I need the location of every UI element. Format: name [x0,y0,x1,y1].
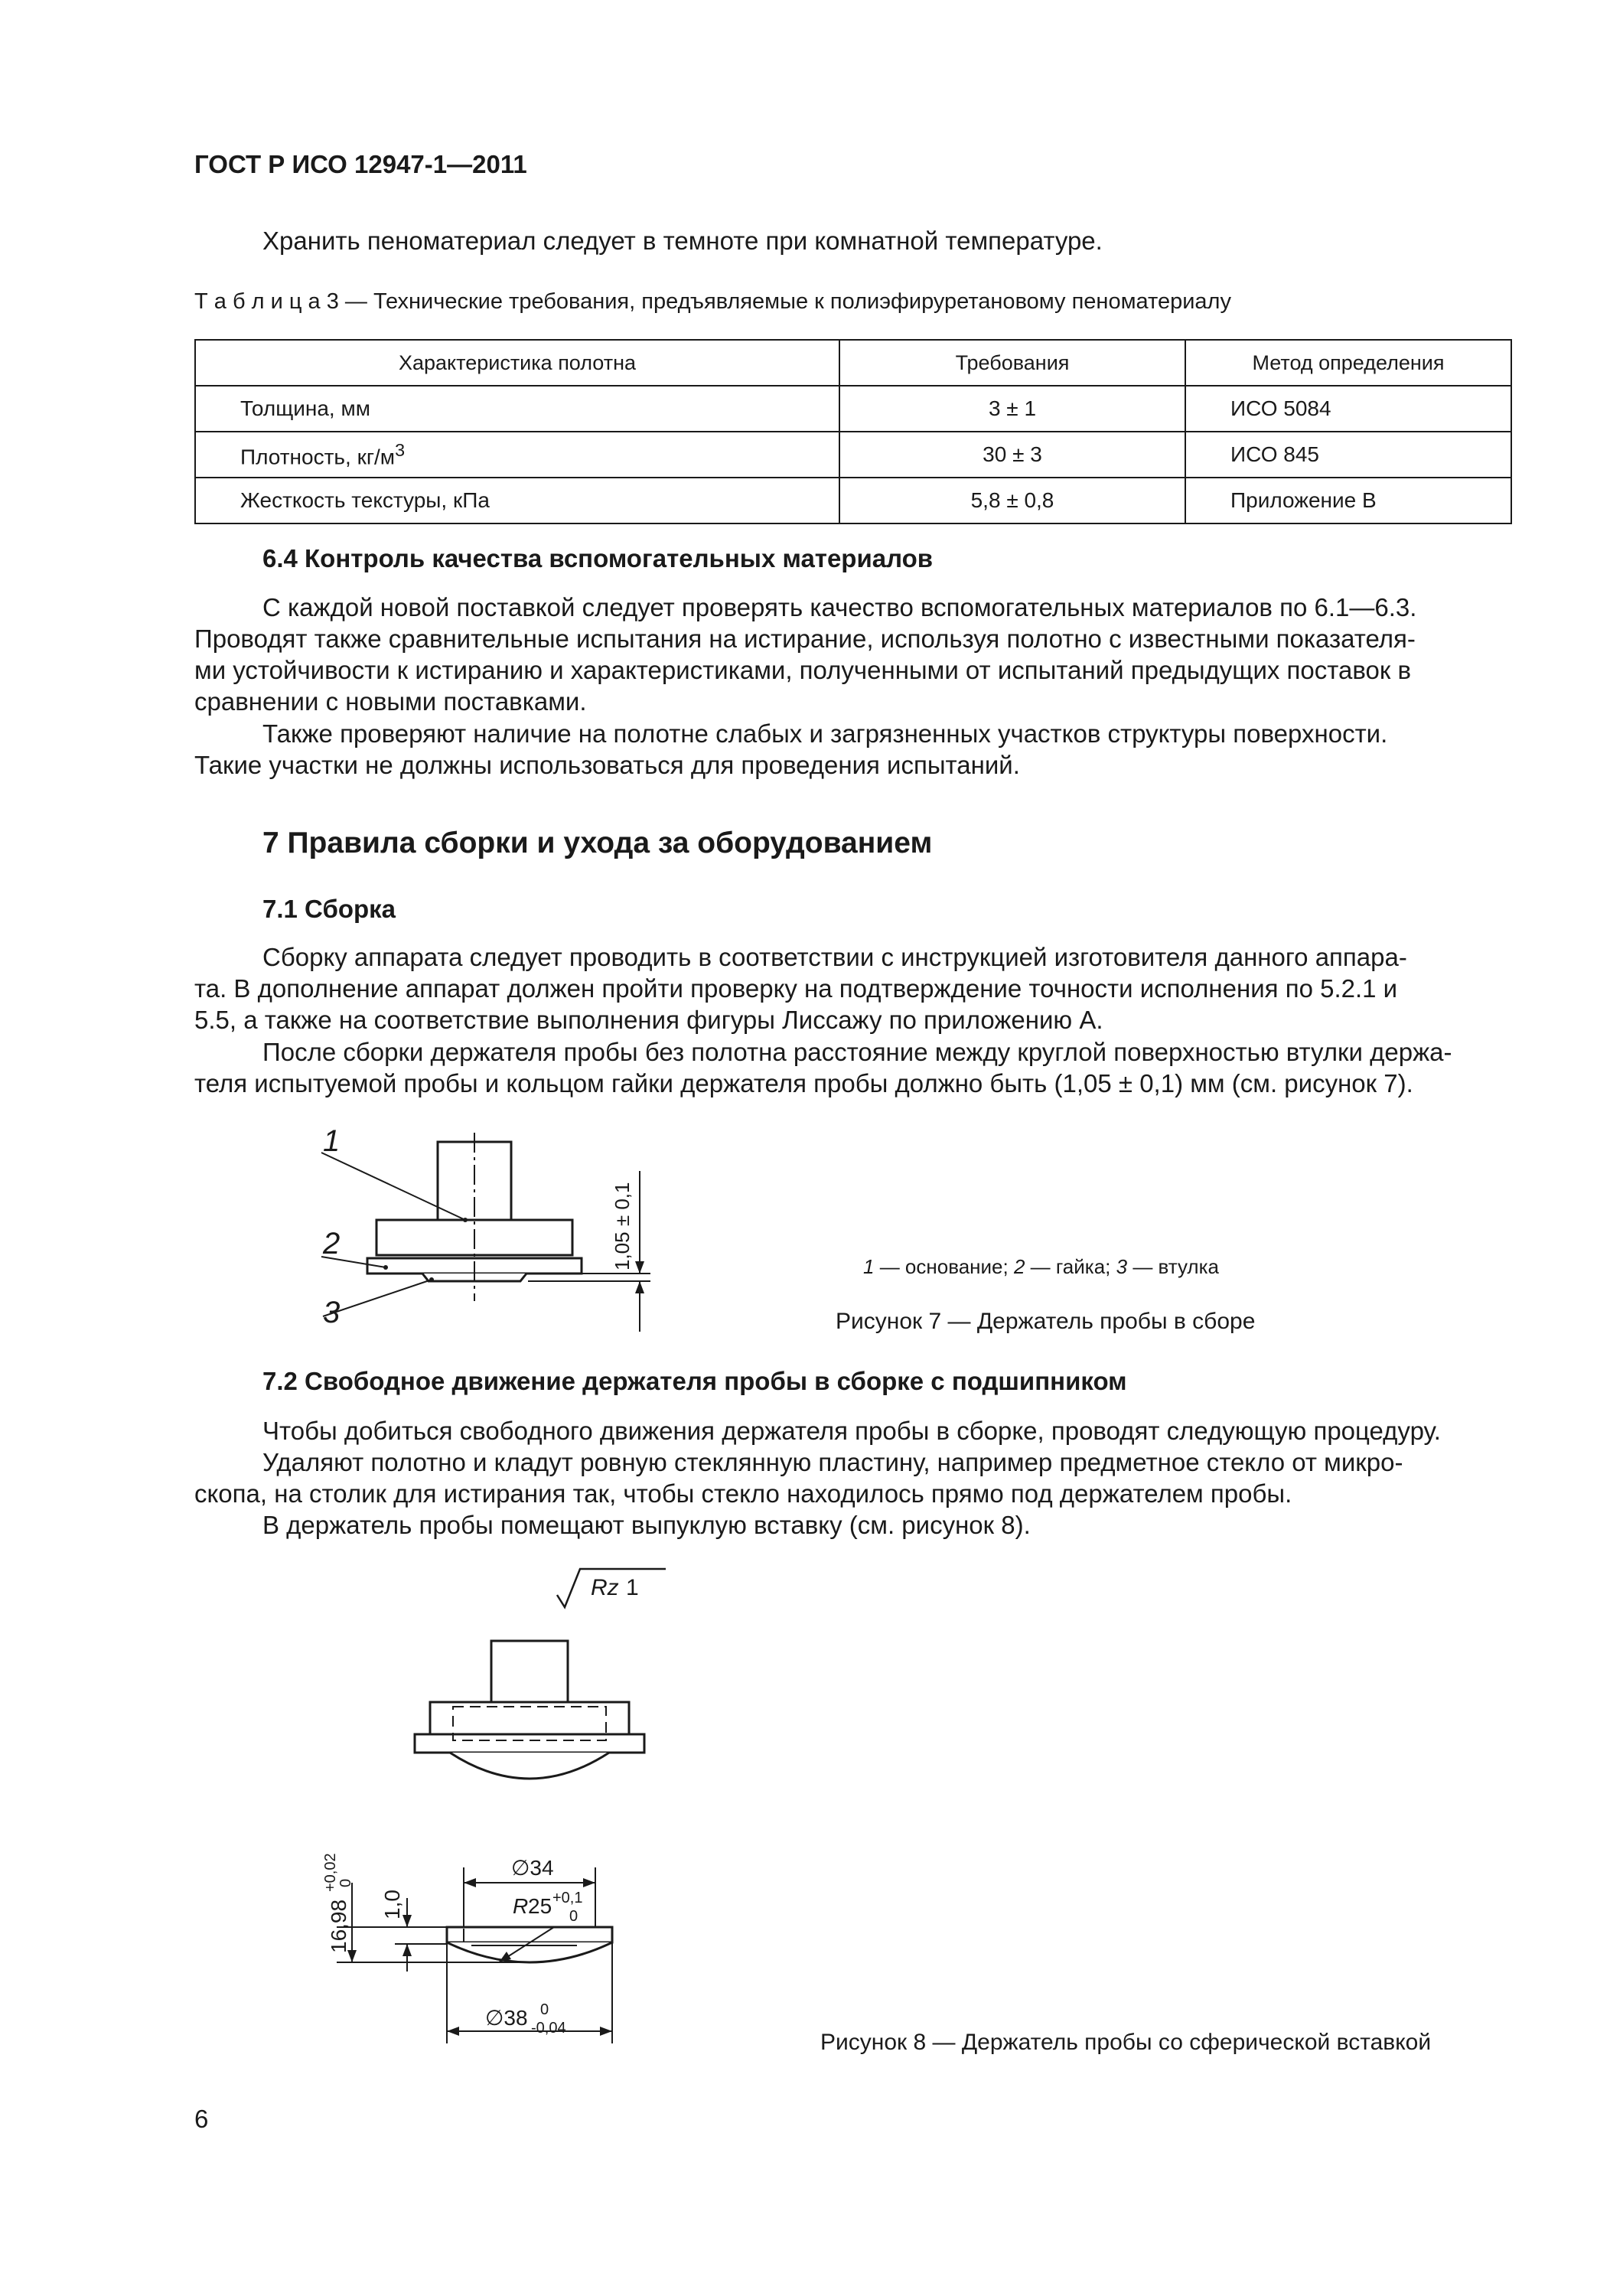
dia-38-tol-lower: -0,04 [531,2020,566,2037]
table-header-cell: Характеристика полотна [195,340,839,386]
section-7-2-heading: 7.2 Свободное движение держателя пробы в сборке с подшипником [262,1367,1127,1395]
table-row [195,478,1511,523]
figure-7-drawing [291,1125,658,1347]
text-line: Удаляют полотно и кладут ровную стеклянную пластину, например предметное стекло от микро- [262,1448,1403,1476]
text-line: Чтобы добиться свободного движения держателя пробы в сборке, проводят следующую процедуру. [262,1417,1441,1445]
legend-num: 1 [863,1255,875,1278]
label-2: 2 [323,1227,341,1261]
table-caption [194,289,1231,315]
section-6-4-para2 [194,718,1512,781]
dimension-arrow [600,2027,612,2036]
text-line: Сборку аппарата следует проводить в соответствии с инструкцией изготовителя данного аппара- [262,943,1407,971]
table-header-cell: Метод определения [1185,340,1511,386]
figure-7-caption: Рисунок 7 — Держатель пробы в сборе [836,1309,1256,1334]
table-caption-label: Т а б л и ц а 3 [194,289,339,314]
dimension-arrow [635,1281,644,1293]
unit-superscript: 3 [395,439,406,460]
legend-text: — втулка [1127,1255,1220,1278]
radius-prefix: R [513,1894,529,1918]
technical-requirements-table [194,339,1512,524]
roughness-prefix: Rz [591,1575,619,1600]
document-code: ГОСТ Р ИСО 12947-1—2011 [194,150,527,178]
section-7-1-para1 [194,941,1512,1035]
figure-8-caption: Рисунок 8 — Держатель пробы со сферической вставкой [820,2030,1432,2055]
dimension-arrow [583,1878,595,1887]
dimension-arrow [402,1944,412,1956]
dimension-dia-34: ∅34 [511,1856,554,1880]
text-line: Проводят также сравнительные испытания на истирание, используя полотно с известными показателя- [194,625,1416,653]
table-header-row [195,340,1511,386]
dimension-height: 16,98 [327,1899,350,1953]
figure-8-drawing [321,1561,750,2066]
dia-38-tol-upper: 0 [540,2001,549,2018]
label-3: 3 [323,1296,341,1329]
text-line: Также проверяют наличие на полотне слабых и загрязненных участков структуры поверхности. [262,719,1388,748]
holder-ring [415,1734,644,1753]
characteristic-cell [195,432,839,478]
dimension-step: 1,0 [380,1890,404,1919]
text-line: В держатель пробы помещают выпуклую вставку (см. рисунок 8). [262,1511,1031,1539]
characteristic-cell: Жесткость текстуры, кПа [195,478,839,523]
leader-dot [429,1277,434,1282]
leader-dot [463,1218,468,1222]
text-line: После сборки держателя пробы без полотна расстояние между круглой поверхностью втулки держа- [262,1038,1452,1066]
roughness-value: 1 [626,1575,639,1600]
text-line: Такие участки не должны использоваться для проведения испытаний. [194,751,1020,779]
legend-text: — гайка; [1025,1255,1116,1278]
dimension-dia-38: ∅38 [485,2006,528,2030]
holder-stem [491,1641,568,1702]
table-header-cell: Требования [839,340,1185,386]
convex-insert-assembled [450,1753,609,1779]
storage-note: Хранить пеноматериал следует в темноте при комнатной температуре. [262,227,1103,255]
section-7-heading: 7 Правила сборки и ухода за оборудованием [262,827,933,859]
text-line: сравнении с новыми поставками. [194,687,587,716]
radius-tol-lower: 0 [569,1908,578,1925]
method-cell: ИСО 845 [1185,432,1511,478]
radius-tol-upper: +0,1 [552,1890,583,1906]
height-tol-lower: 0 [337,1878,354,1887]
text-line: та. В дополнение аппарат должен пройти проверку на подтверждение точности исполнения по 5.2.1 и [194,974,1398,1003]
text-line: теля испытуемой пробы и кольцом гайки держателя пробы должно быть (1,05 ± 0,1) мм (см. рисунок 7). [194,1069,1413,1097]
requirement-cell: 5,8 ± 0,8 [839,478,1185,523]
requirement-cell: 3 ± 1 [839,386,1185,432]
section-7-1-heading: 7.1 Сборка [262,895,396,923]
table-row [195,432,1511,478]
table-row [195,386,1511,432]
method-cell: Приложение В [1185,478,1511,523]
section-6-4-para1 [194,592,1512,717]
table-caption-text: — Технические требования, предъявляемые к полиэфируретановому пеноматериалу [338,289,1231,314]
method-cell: ИСО 5084 [1185,386,1511,432]
legend-num: 2 [1013,1255,1025,1278]
dimension-arrow [635,1261,644,1274]
legend-text: — основание; [874,1255,1014,1278]
dimension-arrow [464,1878,476,1887]
section-7-1-para2 [194,1036,1512,1099]
characteristic-text: Плотность, кг/м [240,445,396,469]
section-7-2-text [194,1415,1512,1541]
dimension-1-05: 1,05 ± 0,1 [611,1182,634,1270]
height-tol-upper: +0,02 [322,1853,339,1892]
text-line: 5.5, а также на соответствие выполнения фигуры Лиссажу по приложению А. [194,1006,1103,1034]
dimension-arrow [447,2027,459,2036]
text-line: ми устойчивости к истиранию и характеристиками, полученными от испытаний предыдущих поставок в [194,656,1412,684]
characteristic-cell: Толщина, мм [195,386,839,432]
requirement-cell: 30 ± 3 [839,432,1185,478]
radius-value: 25 [528,1894,552,1918]
figure-7-legend [863,1255,1219,1279]
insert-base [447,1927,612,1942]
leader-dot [383,1265,388,1270]
text-line: скопа, на столик для истирания так, чтобы стекло находилось прямо под держателем пробы. [194,1479,1292,1508]
page-number: 6 [194,2105,209,2133]
text-line: С каждой новой поставкой следует проверять качество вспомогательных материалов по 6.1—6.3. [262,593,1417,621]
label-1: 1 [323,1125,341,1158]
section-6-4-heading: 6.4 Контроль качества вспомогательных материалов [262,544,934,572]
legend-num: 3 [1116,1255,1128,1278]
